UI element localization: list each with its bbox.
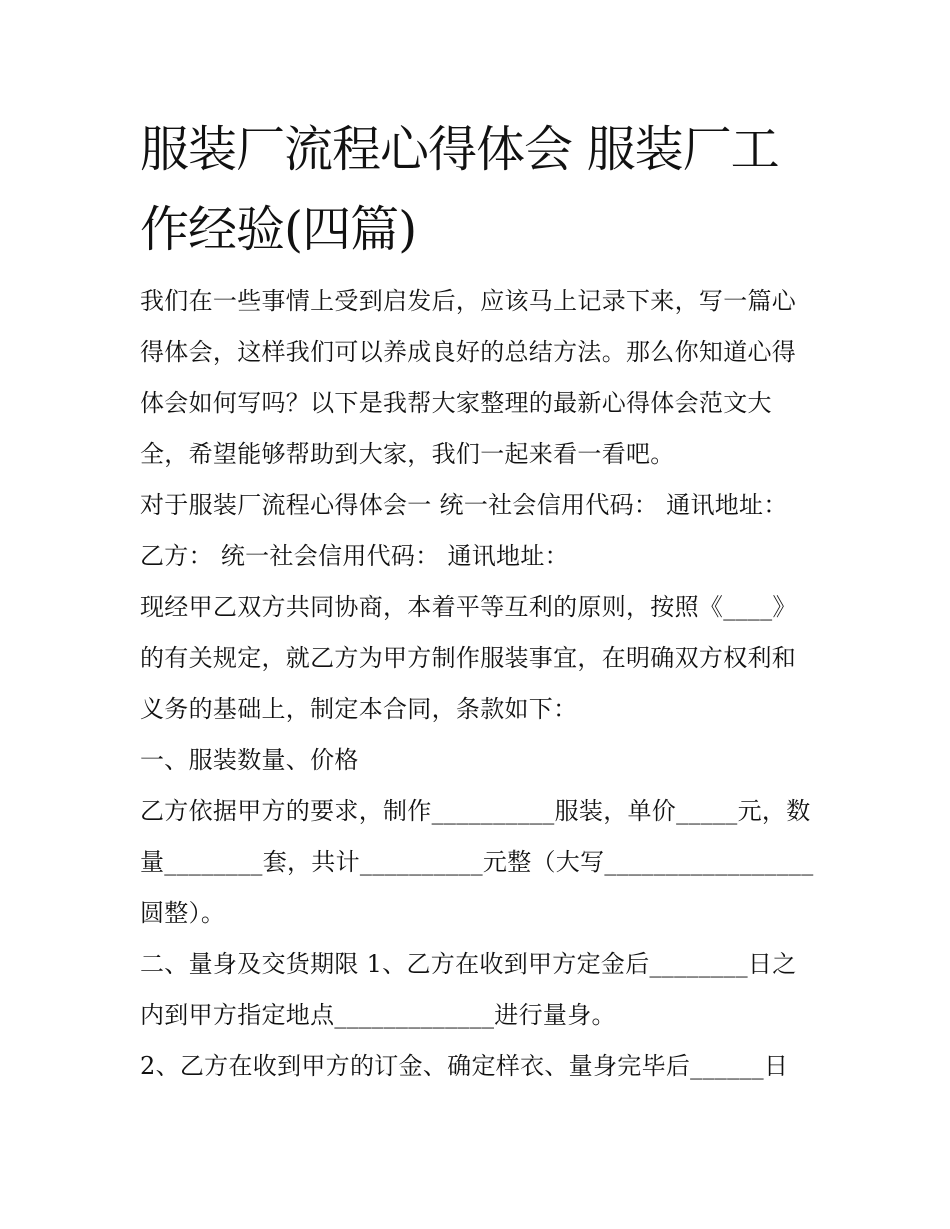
document-body [140, 276, 820, 1092]
paragraph-party-b: 乙方： 统一社会信用代码： 通讯地址： [140, 542, 569, 570]
paragraph-delivery-term: 2、乙方在收到甲方的订金、确定样衣、量身完毕后______日 [140, 1052, 789, 1080]
section-heading-quantity-price: 一、服装数量、价格 [140, 746, 359, 774]
paragraph-agreement: 现经甲乙双方共同协商，本着平等互利的原则，按照《____》的有关规定，就乙方为甲方制作服装事宜，在明确双方权利和义务的基础上，制定本合同，条款如下： [140, 593, 797, 723]
paragraph-measure-delivery: 二、量身及交货期限 1、乙方在收到甲方定金后________日之内到甲方指定地点_____________进行量身。 [140, 950, 797, 1029]
paragraph-intro: 我们在一些事情上受到启发后，应该马上记录下来，写一篇心得体会，这样我们可以养成良好的总结方法。那么你知道心得体会如何写吗？以下是我帮大家整理的最新心得体会范文大全，希望能够帮助到大家，我们一起来看一看吧。 [140, 287, 797, 468]
paragraph-party-a: 对于服装厂流程心得体会一 统一社会信用代码： 通讯地址： [140, 491, 788, 519]
paragraph-quantity-price: 乙方依据甲方的要求，制作__________服装，单价_____元，数量________套，共计__________元整（大写_________________圆整）。 [140, 797, 814, 927]
document-title: 服装厂流程心得体会 服装厂工作经验(四篇) [140, 121, 779, 258]
